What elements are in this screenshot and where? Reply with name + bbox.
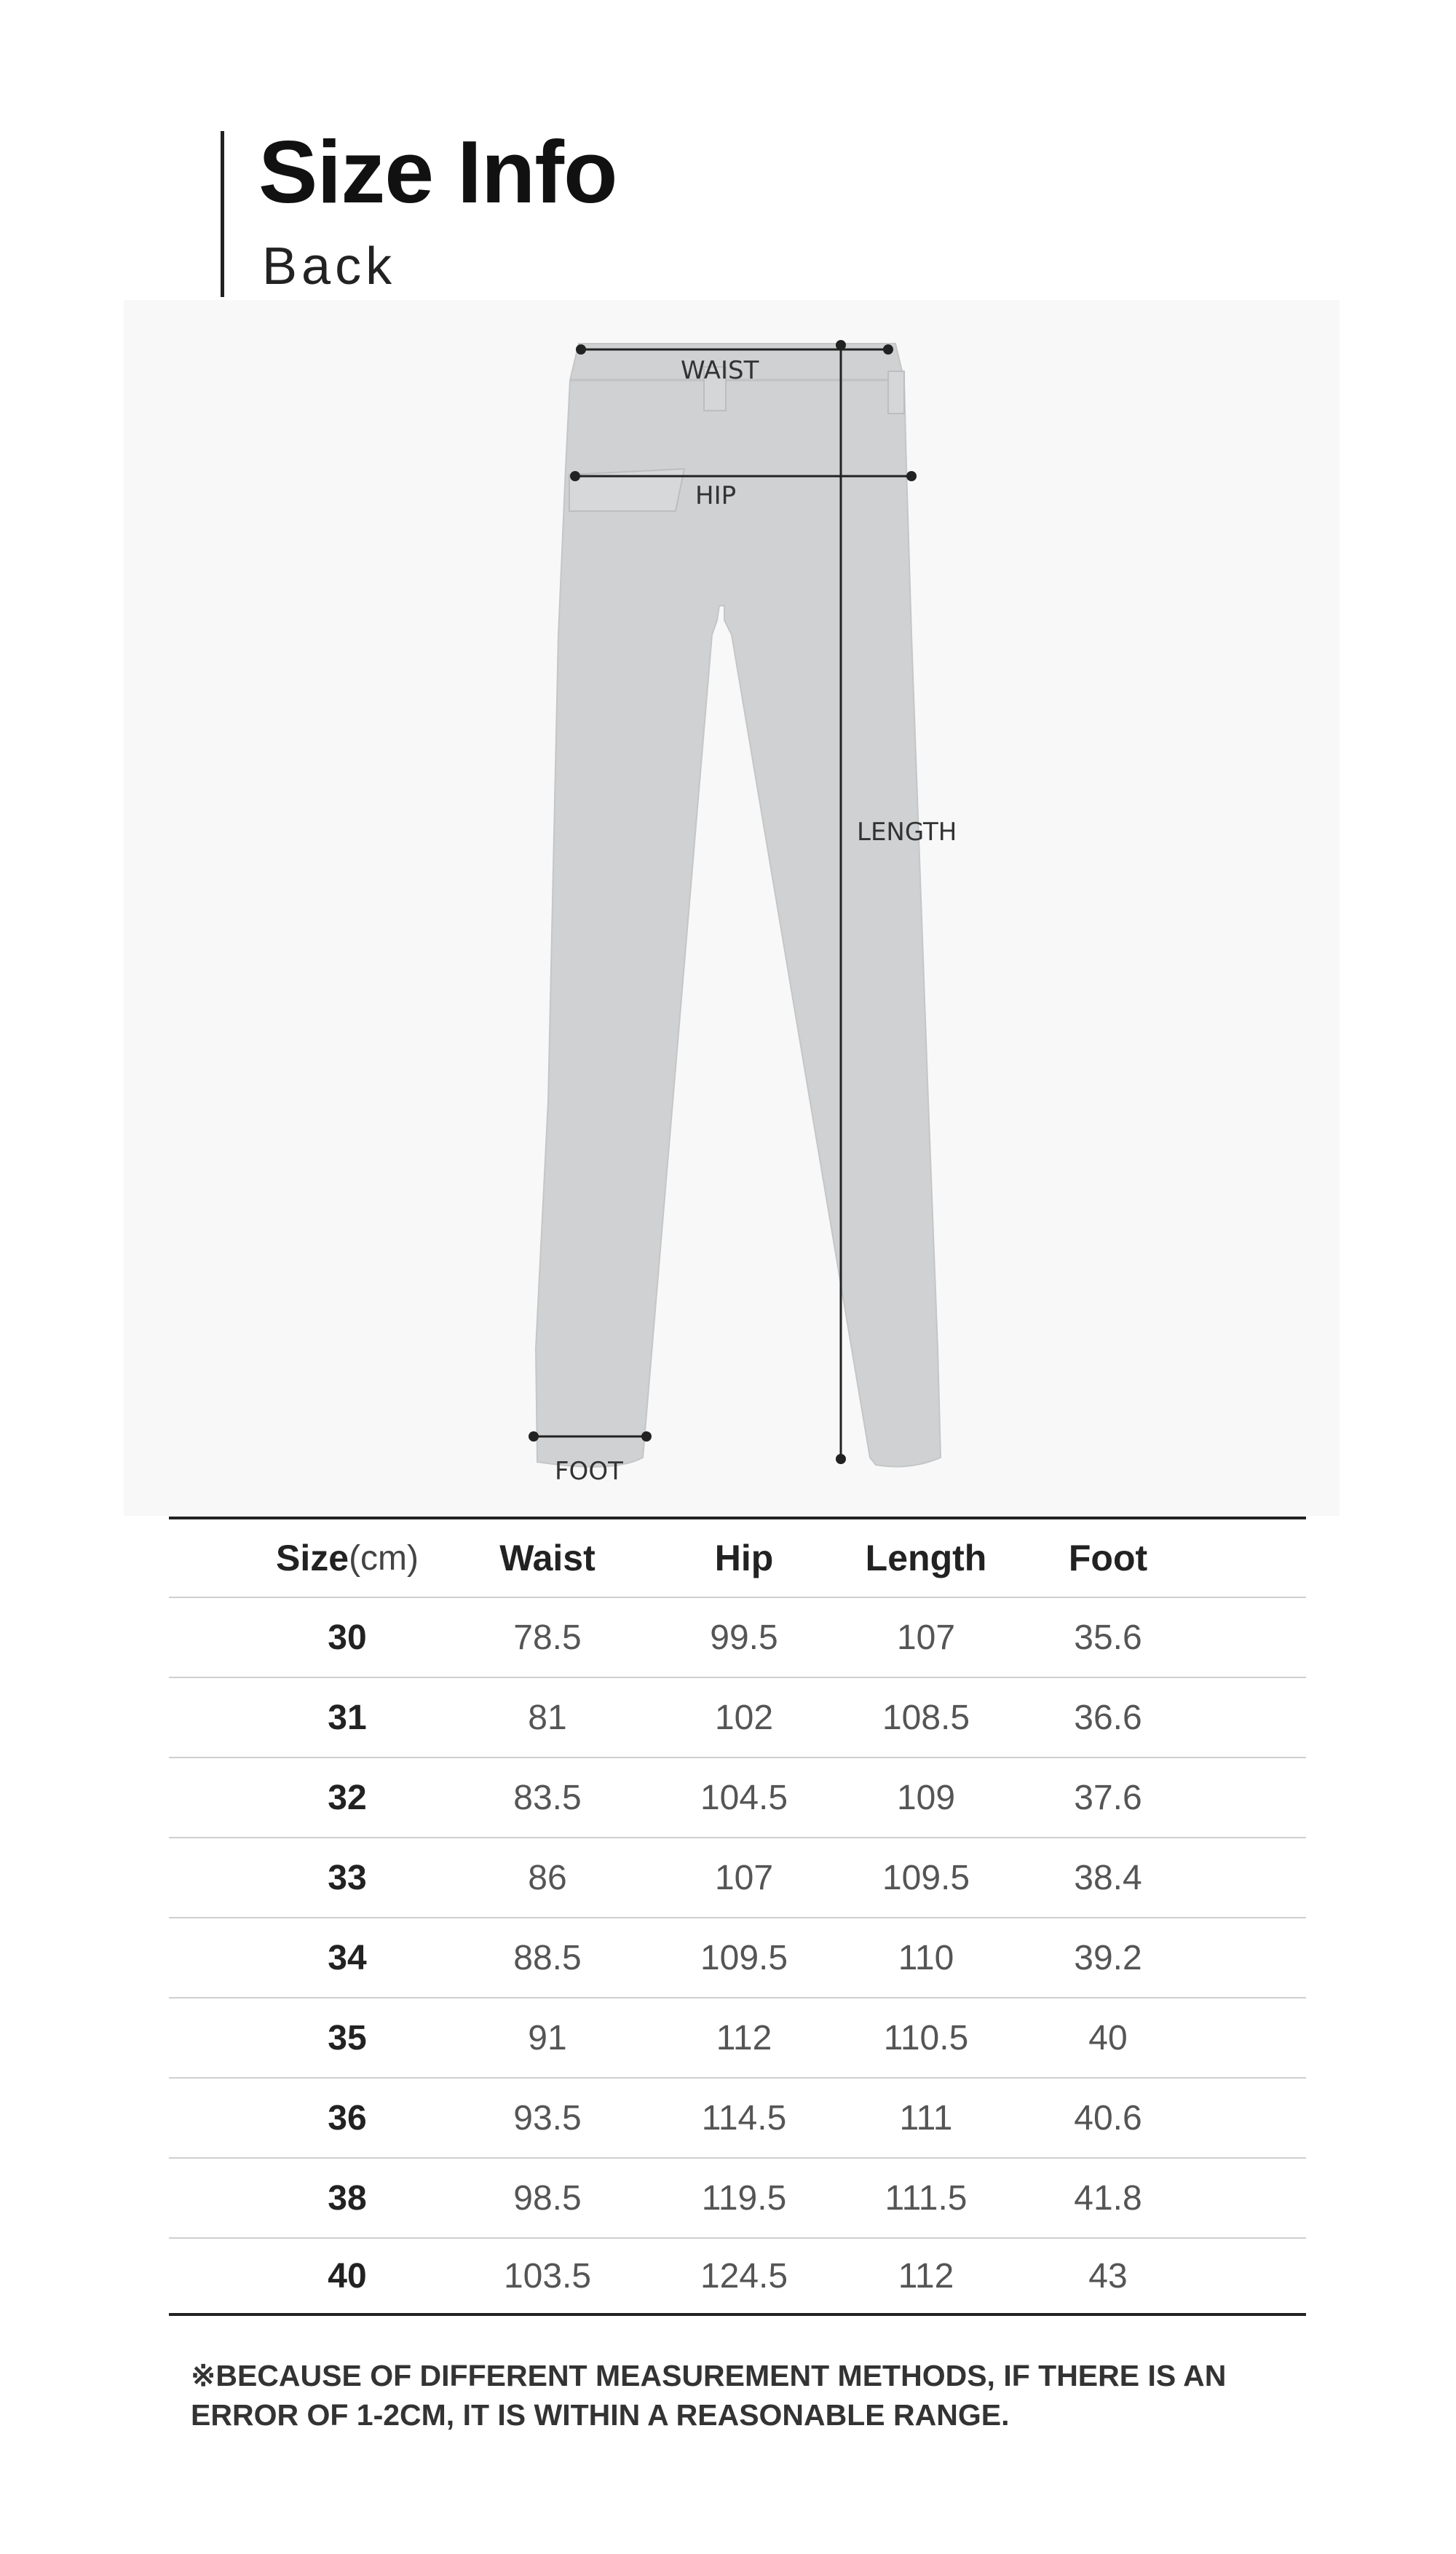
table-bottom-rule [169,2313,1306,2316]
cell-foot: 43 [1088,2256,1128,2296]
table-row [169,1598,1306,1678]
cell-foot: 37.6 [1074,1778,1142,1817]
cell-length: 110 [898,1938,954,1977]
cell-hip: 107 [714,1858,774,1897]
cell-hip: 119.5 [701,2178,787,2218]
cell-waist: 98.5 [513,2178,582,2218]
table-row [169,2079,1306,2159]
cell-size: 35 [328,2018,367,2057]
cell-waist: 81 [528,1698,567,1737]
cell-foot: 39.2 [1074,1938,1142,1977]
cell-hip: 109.5 [700,1938,788,1977]
pants-shape [536,344,941,1467]
cell-waist: 88.5 [513,1938,582,1977]
header-accent-bar [221,131,224,297]
cell-foot: 35.6 [1074,1618,1142,1657]
pants-measurement-figure [124,300,1340,1516]
foot-dot-left [529,1431,539,1442]
cell-length: 109 [896,1778,956,1817]
cell-foot: 36.6 [1074,1698,1142,1737]
cell-length: 110.5 [883,2018,969,2057]
cell-waist: 78.5 [513,1618,582,1657]
table-row [169,2159,1306,2239]
length-label: LENGTH [857,818,957,847]
cell-length: 112 [898,2256,954,2296]
table-row [169,1918,1306,1998]
cell-hip: 104.5 [700,1778,788,1817]
note-line-2: ERROR OF 1-2CM, IT IS WITHIN A REASONABLE RANGE. [191,2398,1010,2432]
cell-size: 33 [328,1858,367,1897]
table-row [169,1838,1306,1918]
foot-label: FOOT [555,1457,623,1486]
cell-size: 32 [328,1778,367,1817]
cell-size: 36 [328,2098,367,2138]
cell-size: 38 [328,2178,367,2218]
cell-foot: 40 [1088,2018,1128,2057]
table-row [169,1678,1306,1758]
length-dot-bottom [836,1454,846,1464]
cell-size: 34 [328,1938,367,1977]
header-size-unit: (cm) [349,1538,419,1578]
cell-waist: 86 [528,1858,567,1897]
table-row [169,1998,1306,2079]
hip-dot-left [570,471,580,481]
hip-dot-right [906,471,917,481]
measurement-note [191,2356,1326,2435]
cell-waist: 93.5 [513,2098,582,2138]
pants-illustration [124,300,1340,1516]
belt-loop [888,371,904,414]
cell-waist: 103.5 [503,2256,592,2296]
header-length: Length [865,1538,987,1578]
length-dot-top [836,340,846,350]
cell-length: 108.5 [882,1698,970,1737]
cell-waist: 91 [528,2018,567,2057]
hip-label: HIP [695,481,737,510]
table-row [169,2239,1306,2313]
cell-foot: 38.4 [1074,1858,1142,1897]
cell-length: 111.5 [885,2178,968,2218]
cell-size: 40 [328,2256,367,2296]
header-foot: Foot [1068,1538,1148,1578]
cell-waist: 83.5 [513,1778,582,1817]
cell-length: 107 [896,1618,956,1657]
table-row [169,1758,1306,1838]
table-header-row [169,1519,1306,1598]
cell-size: 31 [328,1698,367,1737]
cell-hip: 102 [714,1698,774,1737]
note-line-1: ※BECAUSE OF DIFFERENT MEASUREMENT METHODS, IF THERE IS AN [191,2359,1227,2392]
waist-label: WAIST [681,356,759,385]
waist-dot-right [883,344,893,355]
page-subtitle: Back [262,237,397,296]
waist-dot-left [576,344,586,355]
foot-dot-right [641,1431,652,1442]
header-waist: Waist [499,1538,596,1578]
cell-hip: 124.5 [700,2256,788,2296]
page-title: Size Info [258,122,617,221]
header-size: Size (cm) [276,1538,419,1578]
cell-foot: 41.8 [1074,2178,1142,2218]
cell-length: 111 [899,2098,953,2138]
cell-hip: 99.5 [710,1618,778,1657]
cell-hip: 112 [716,2018,772,2057]
cell-hip: 114.5 [701,2098,787,2138]
cell-foot: 40.6 [1074,2098,1142,2138]
header-hip: Hip [714,1538,774,1578]
cell-length: 109.5 [882,1858,970,1897]
cell-size: 30 [328,1618,367,1657]
